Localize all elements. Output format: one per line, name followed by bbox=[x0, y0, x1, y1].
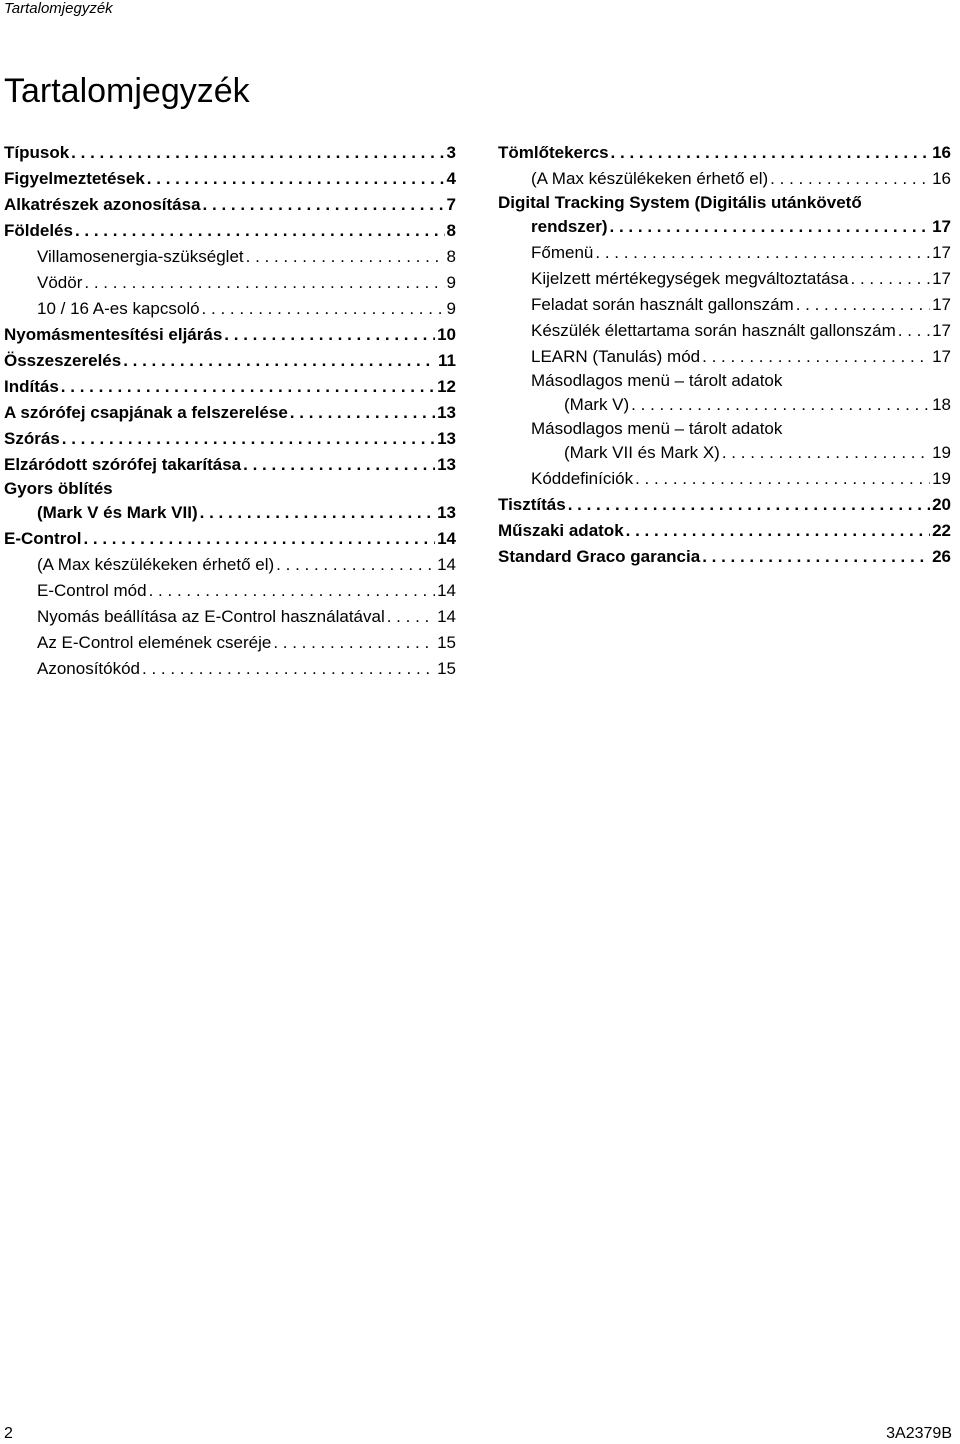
toc-entry-label: Típusok bbox=[4, 143, 70, 162]
toc-entry-label: Másodlagos menü – tárolt adatok bbox=[531, 419, 783, 438]
toc-entry-page: 3 bbox=[446, 143, 456, 162]
toc-entry-page: 20 bbox=[932, 495, 951, 514]
toc-entry[interactable] bbox=[498, 214, 951, 240]
footer-doc-id: 3A2379B bbox=[886, 1425, 952, 1442]
toc-leader-dots bbox=[796, 292, 930, 318]
toc-entry[interactable] bbox=[498, 140, 951, 166]
toc-entry-label: Az E-Control elemének cseréje bbox=[37, 633, 272, 652]
toc-entry-label: Kijelzett mértékegységek megváltoztatása bbox=[531, 269, 849, 288]
toc-entry-label: LEARN (Tanulás) mód bbox=[531, 347, 701, 366]
toc-entry[interactable] bbox=[4, 296, 456, 322]
toc-leader-dots bbox=[851, 266, 931, 292]
toc-entry-label: Alkatrészek azonosítása bbox=[4, 195, 201, 214]
toc-entry-label: Kóddefiníciók bbox=[531, 469, 634, 488]
toc-leader-dots bbox=[631, 392, 930, 418]
toc-entry-page: 17 bbox=[932, 243, 951, 262]
toc-entry-page: 14 bbox=[437, 607, 456, 626]
toc-entry-page: 19 bbox=[932, 469, 951, 488]
toc-leader-dots bbox=[84, 270, 444, 296]
running-head: Tartalomjegyzék bbox=[4, 0, 113, 17]
toc-entry-label: rendszer) bbox=[531, 217, 608, 236]
toc-leader-dots bbox=[770, 166, 930, 192]
footer-page-number: 2 bbox=[4, 1425, 13, 1442]
toc-entry[interactable] bbox=[4, 192, 456, 218]
toc-leader-dots bbox=[62, 426, 435, 452]
toc-entry-page: 10 bbox=[437, 325, 456, 344]
toc-leader-dots bbox=[61, 374, 435, 400]
toc-entry-label: E-Control bbox=[4, 529, 82, 548]
toc-entry[interactable] bbox=[498, 466, 951, 492]
toc-leader-dots bbox=[610, 214, 931, 240]
toc-entry[interactable] bbox=[498, 392, 951, 418]
toc-entry-page: 14 bbox=[437, 581, 456, 600]
toc-entry[interactable] bbox=[498, 266, 951, 292]
toc-leader-dots bbox=[898, 318, 930, 344]
toc-entry-label: Tisztítás bbox=[498, 495, 566, 514]
toc-entry-page: 8 bbox=[446, 247, 456, 266]
toc-leader-dots bbox=[626, 518, 930, 544]
toc-leader-dots bbox=[224, 322, 435, 348]
toc-leader-dots bbox=[83, 526, 435, 552]
toc-leader-dots bbox=[243, 452, 435, 478]
toc-leader-dots bbox=[123, 348, 436, 374]
toc-entry[interactable] bbox=[4, 140, 456, 166]
toc-entry[interactable] bbox=[4, 552, 456, 578]
toc-leader-dots bbox=[722, 440, 930, 466]
toc-entry-page: 11 bbox=[438, 351, 456, 370]
toc-entry[interactable] bbox=[498, 318, 951, 344]
toc-entry[interactable] bbox=[4, 478, 456, 500]
toc-entry-page: 9 bbox=[446, 299, 456, 318]
toc-entry-label: Vödör bbox=[37, 273, 83, 292]
toc-entry[interactable] bbox=[498, 344, 951, 370]
toc-leader-dots bbox=[568, 492, 930, 518]
toc-entry-label: Standard Graco garancia bbox=[498, 547, 701, 566]
toc-entry[interactable] bbox=[4, 270, 456, 296]
toc-entry-page: 17 bbox=[932, 217, 951, 236]
toc-right-column bbox=[498, 140, 951, 570]
toc-entry-page: 22 bbox=[932, 521, 951, 540]
toc-entry[interactable] bbox=[498, 418, 951, 440]
toc-entry-label: Másodlagos menü – tárolt adatok bbox=[531, 371, 783, 390]
toc-entry[interactable] bbox=[4, 526, 456, 552]
toc-entry-label: Műszaki adatok bbox=[498, 521, 624, 540]
toc-entry-label: Feladat során használt gallonszám bbox=[531, 295, 794, 314]
toc-entry[interactable] bbox=[4, 166, 456, 192]
toc-entry-label: (A Max készülékeken érhető el) bbox=[531, 169, 769, 188]
toc-entry-page: 26 bbox=[932, 547, 951, 566]
toc-entry-page: 17 bbox=[932, 321, 951, 340]
toc-leader-dots bbox=[595, 240, 930, 266]
page-title: Tartalomjegyzék bbox=[4, 72, 250, 110]
toc-entry[interactable] bbox=[4, 218, 456, 244]
toc-entry[interactable] bbox=[4, 578, 456, 604]
toc-entry[interactable] bbox=[4, 244, 456, 270]
toc-leader-dots bbox=[246, 244, 445, 270]
toc-entry[interactable] bbox=[4, 630, 456, 656]
toc-leader-dots bbox=[635, 466, 930, 492]
toc-entry[interactable] bbox=[498, 544, 951, 570]
toc-entry[interactable] bbox=[4, 656, 456, 682]
toc-leader-dots bbox=[149, 578, 435, 604]
toc-leader-dots bbox=[702, 544, 930, 570]
toc-entry-label: Nyomásmentesítési eljárás bbox=[4, 325, 223, 344]
toc-entry-label: Villamosenergia-szükséglet bbox=[37, 247, 244, 266]
toc-entry-page: 17 bbox=[932, 269, 951, 288]
toc-leader-dots bbox=[387, 604, 435, 630]
toc-entry-page: 19 bbox=[932, 443, 951, 462]
toc-entry-page: 12 bbox=[437, 377, 456, 396]
toc-leader-dots bbox=[611, 140, 931, 166]
toc-entry-page: 17 bbox=[932, 295, 951, 314]
toc-entry[interactable] bbox=[4, 400, 456, 426]
toc-entry-label: Földelés bbox=[4, 221, 73, 240]
toc-entry-page: 14 bbox=[437, 529, 456, 548]
toc-entry-label: Tömlőtekercs bbox=[498, 143, 609, 162]
toc-leader-dots bbox=[75, 218, 445, 244]
toc-entry-page: 13 bbox=[437, 429, 456, 448]
toc-entry-page: 13 bbox=[437, 503, 456, 522]
toc-entry[interactable] bbox=[498, 240, 951, 266]
toc-entry[interactable] bbox=[498, 492, 951, 518]
toc-entry-label: Elzáródott szórófej takarítása bbox=[4, 455, 242, 474]
toc-entry-page: 13 bbox=[437, 403, 456, 422]
toc-entry-label: Összeszerelés bbox=[4, 351, 122, 370]
toc-leader-dots bbox=[702, 344, 930, 370]
toc-leader-dots bbox=[290, 400, 435, 426]
toc-entry-page: 16 bbox=[932, 169, 951, 188]
toc-entry-page: 15 bbox=[437, 659, 456, 678]
toc-entry-page: 7 bbox=[446, 195, 456, 214]
toc-entry-label: (Mark V és Mark VII) bbox=[37, 503, 198, 522]
toc-entry[interactable] bbox=[498, 292, 951, 318]
toc-entry-label: Főmenü bbox=[531, 243, 594, 262]
toc-entry-label: Indítás bbox=[4, 377, 59, 396]
toc-entry[interactable] bbox=[4, 500, 456, 526]
toc-entry-label: (A Max készülékeken érhető el) bbox=[37, 555, 275, 574]
toc-leader-dots bbox=[71, 140, 444, 166]
toc-entry-label: A szórófej csapjának a felszerelése bbox=[4, 403, 288, 422]
toc-entry-page: 9 bbox=[446, 273, 456, 292]
toc-entry-page: 17 bbox=[932, 347, 951, 366]
toc-entry-label: (Mark V) bbox=[564, 395, 630, 414]
toc-entry[interactable] bbox=[4, 452, 456, 478]
toc-entry-page: 14 bbox=[437, 555, 456, 574]
toc-entry-label: Gyors öblítés bbox=[4, 479, 113, 498]
toc-entry-page: 13 bbox=[437, 455, 456, 474]
toc-leader-dots bbox=[142, 656, 435, 682]
toc-entry-label: Azonosítókód bbox=[37, 659, 141, 678]
toc-entry-label: E-Control mód bbox=[37, 581, 147, 600]
toc-leader-dots bbox=[203, 192, 445, 218]
toc-entry-label: Digital Tracking System (Digitális utánkövető bbox=[498, 193, 862, 212]
toc-entry[interactable] bbox=[4, 348, 456, 374]
toc-left-column bbox=[4, 140, 456, 682]
toc-leader-dots bbox=[200, 500, 435, 526]
toc-entry[interactable] bbox=[498, 440, 951, 466]
toc-entry[interactable] bbox=[498, 518, 951, 544]
toc-entry[interactable] bbox=[4, 426, 456, 452]
toc-entry-page: 4 bbox=[446, 169, 456, 188]
toc-entry[interactable] bbox=[4, 322, 456, 348]
toc-entry-page: 18 bbox=[932, 395, 951, 414]
toc-entry-page: 8 bbox=[446, 221, 456, 240]
toc-entry[interactable] bbox=[498, 166, 951, 192]
toc-leader-dots bbox=[276, 552, 435, 578]
toc-leader-dots bbox=[202, 296, 445, 322]
toc-entry[interactable] bbox=[498, 192, 951, 214]
toc-entry-page: 16 bbox=[932, 143, 951, 162]
toc-entry[interactable] bbox=[4, 374, 456, 400]
toc-leader-dots bbox=[147, 166, 445, 192]
toc-entry[interactable] bbox=[498, 370, 951, 392]
toc-leader-dots bbox=[273, 630, 435, 656]
toc-entry-label: Nyomás beállítása az E-Control használatával bbox=[37, 607, 385, 626]
toc-entry[interactable] bbox=[4, 604, 456, 630]
toc-entry-label: 10 / 16 A-es kapcsoló bbox=[37, 299, 200, 318]
toc-entry-label: Szórás bbox=[4, 429, 60, 448]
toc-entry-label: (Mark VII és Mark X) bbox=[564, 443, 720, 462]
toc-entry-label: Figyelmeztetések bbox=[4, 169, 145, 188]
toc-entry-label: Készülék élettartama során használt gallonszám bbox=[531, 321, 896, 340]
toc-entry-page: 15 bbox=[437, 633, 456, 652]
